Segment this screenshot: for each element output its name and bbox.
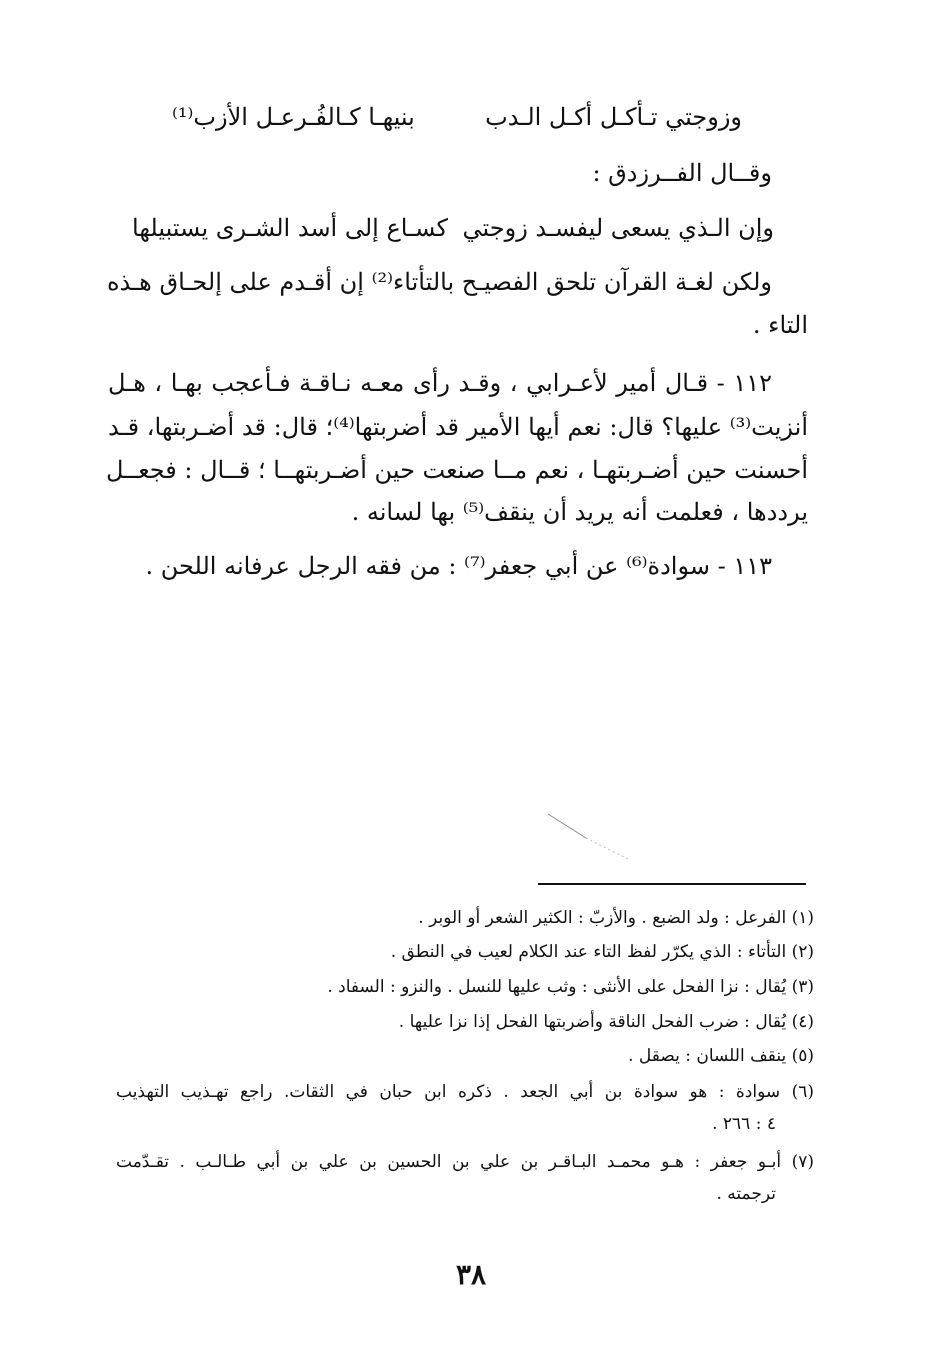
verse-1 [172, 100, 742, 134]
scan-mark [546, 810, 636, 870]
paragraph-112-line-1: ١١٢ - قـال أمير لأعـرابي ، وقـد رأى معـه نـاقـة فـأعجب بهـا ، هـل [108, 369, 772, 397]
page-number: ٣٨ [455, 1258, 487, 1291]
footnote-1: (١) الفرعل : ولد الضبع . والأزبّ : الكثير الشعر أو الوبر . [418, 908, 814, 928]
farazdaq-intro: وقــال الفــرزدق : [592, 159, 772, 187]
footnote-4: (٤) يُقال : ضرب الفحل الناقة وأضربتها الفحل إذا نزا عليها . [398, 1012, 814, 1032]
footnote-5: (٥) ينقف اللسان : يصقل . [628, 1046, 814, 1066]
footnote-7-line-2: ترجمته . [716, 1184, 776, 1204]
footnote-3: (٣) يُقال : نزا الفحل على الأنثى : وثب عليها للنسل . والنزو : السفاد . [327, 977, 814, 997]
footnote-2: (٢) التأتاء : الذي يكرّر لفظ التاء عند الكلام لعيب في النطق . [390, 942, 814, 962]
verse-2 [132, 211, 774, 245]
verse-1-second-hemistich: بنيهـا كـالفُـرعـل الأزب⁽¹⁾ [172, 103, 415, 131]
paragraph-112-line-4: يرددها ، فعلمت أنه يريد أن ينقف⁽⁵⁾ بها لسانه . [351, 498, 808, 526]
verse-2-second-hemistich: كسـاع إلى أسد الشـرى يستبيلها [132, 214, 448, 242]
paragraph-1-line-2: التاء . [752, 311, 808, 339]
verse-2-first-hemistich: وإن الـذي يسعى ليفسـد زوجتي [462, 214, 774, 242]
paragraph-1-line-1: ولكن لغـة القرآن تلحق الفصيـح بالتأتاء⁽²⁾ إن أقـدم على إلحـاق هـذه [106, 268, 772, 296]
paragraph-112-line-2: أنزيت⁽³⁾ عليها؟ قال: نعم أيها الأمير قد أضربتها⁽⁴⁾؛ قال: قد أضـربتها، قـد [108, 413, 808, 441]
footnote-7-line-1: (٧) أبـو جعفر : هـو محمـد البـاقـر بن علي بن الحسين بن علي بن أبي طـالـب . تقـدّمت [116, 1152, 814, 1172]
verse-1-first-hemistich: وزوجتي تـأكـل أكـل الـدب [485, 103, 742, 131]
paragraph-112-line-3: أحسنت حين أضـربتهـا ، نعم مــا صنعت حين أضـربتهــا ؛ قــال : فجعــل [105, 456, 808, 484]
footnote-6-line-1: (٦) سوادة : هو سوادة بن أبي الجعد . ذكره ابن حبان في الثقات. راجع تهـذيب التهذيب [116, 1082, 814, 1102]
paragraph-113: ١١٣ - سوادة⁽⁶⁾ عن أبي جعفر⁽⁷⁾ : من فقه الرجل عرفانه اللحن . [145, 552, 772, 580]
footnote-separator [538, 883, 806, 885]
footnote-6-line-2: ٤ : ٢٦٦ . [712, 1114, 776, 1134]
